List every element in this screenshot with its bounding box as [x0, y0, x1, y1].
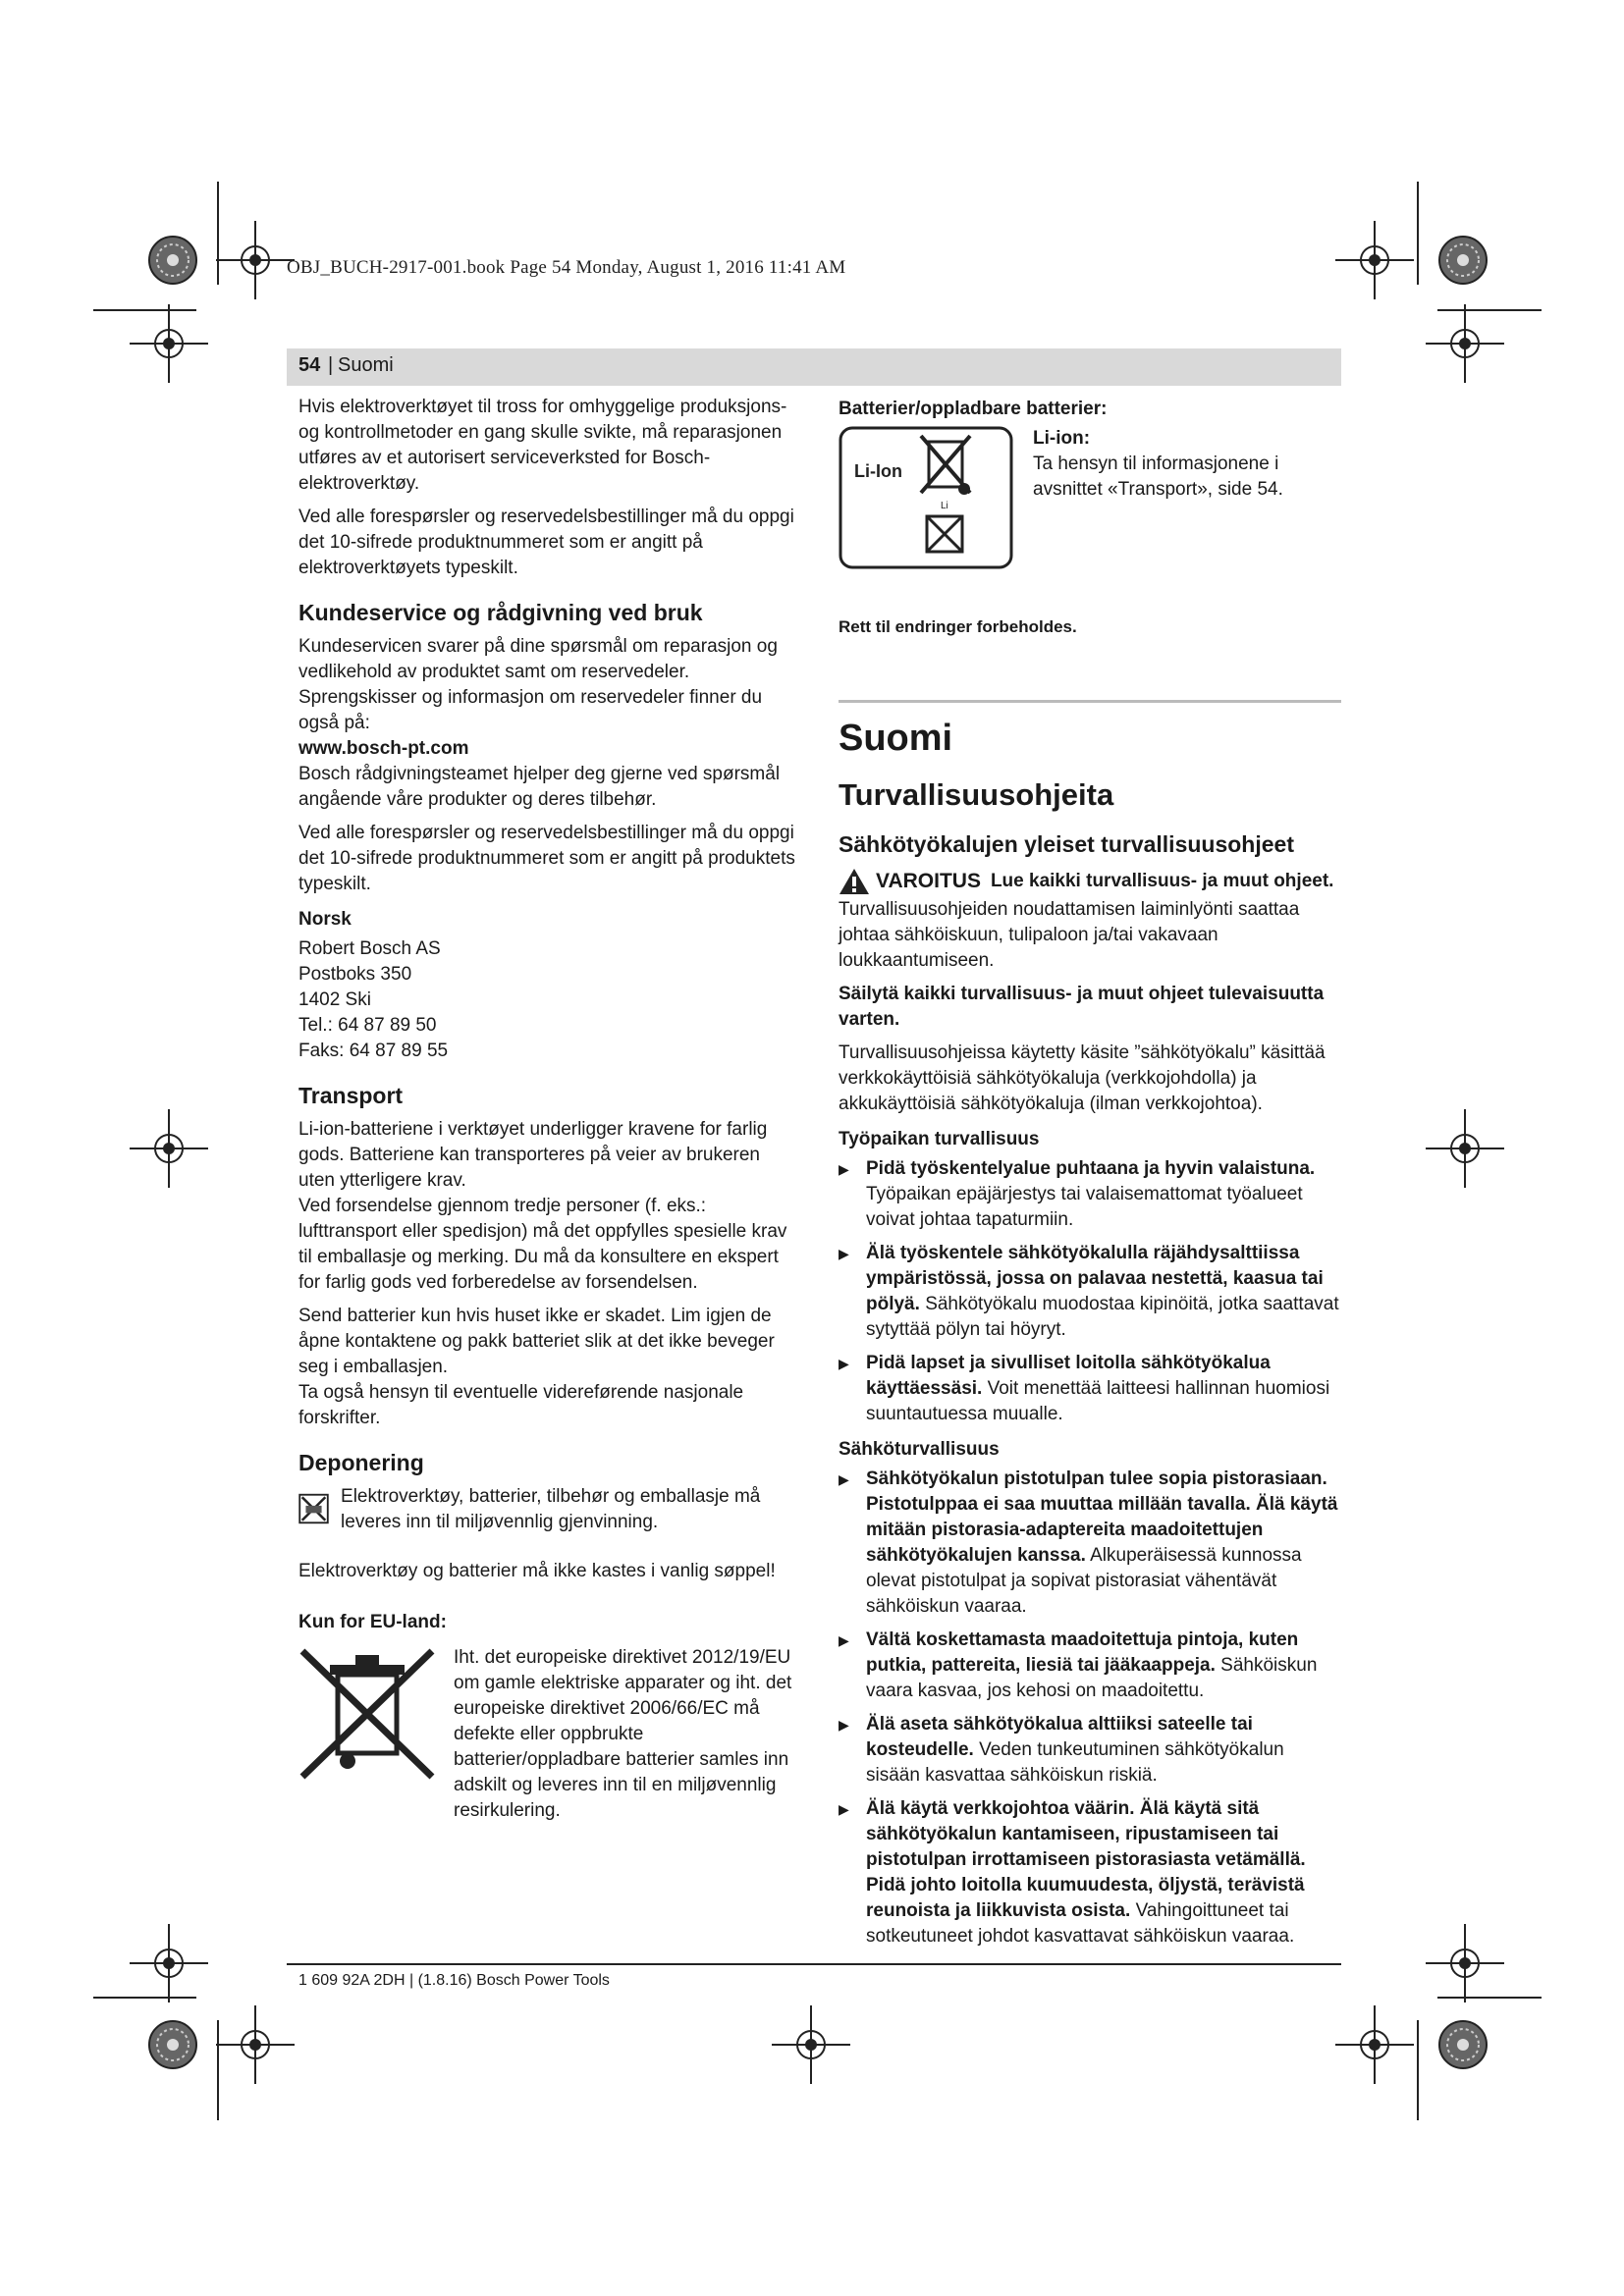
reservation-note: Rett til endringer forbeholdes. — [839, 617, 1077, 636]
suomi-section — [839, 709, 1341, 1957]
wheel-mark-top-left — [149, 237, 196, 284]
crosshair-bottom-mid — [772, 2005, 850, 2084]
crosshair-bottom-2 — [1335, 2005, 1414, 2084]
bullet-bold: Älä työskentele sähkötyökalulla räjähdysalttiissa ympäristössä, jossa on palavaa nestettä, kaasua tai pölyä. — [866, 1243, 1324, 1314]
order-paragraph: Ved alle forespørsler og reservedelsbestillinger må du oppgi det 10-sifrede produktnummeret som er angitt på elektroverktøyets typeskilt. — [298, 507, 794, 578]
batteries-heading: Batterier/oppladbare batterier: — [839, 399, 1108, 419]
bullet-item — [839, 1467, 1341, 1620]
bullet-text: Alkuperäisessä kunnossa olevat pistotulpat ja sopivat pistorasiat vähentävät sähköiskun vaaraa. — [866, 1545, 1302, 1617]
bullet-item — [839, 1241, 1341, 1343]
recycle-icon — [298, 1484, 329, 1533]
transport-heading: Transport — [298, 1083, 404, 1108]
address-line: 1402 Ski — [298, 989, 371, 1010]
eu-directive-text: Iht. det europeiske direktivet 2012/19/EU om gamle elektriske apparater og iht. det europeiske direktivet 2006/66/EC må defekte eller oppbrukte batterier/oppladbare batterier samles inn adskilt og leveres inn til en miljøvennlig resirkulering. — [454, 1647, 792, 1821]
wheel-mark-top-right — [1439, 237, 1487, 284]
transport-paragraph: Send batterier kun hvis huset ikke er skadet. Lim igjen de åpne kontaktene og pakk batteriet slik at det ikke beveger seg i emballasjen. — [298, 1306, 775, 1377]
crosshair-left-top — [130, 304, 208, 383]
crosshair-right-bottom — [1426, 1924, 1504, 2002]
header-separator: | — [328, 354, 334, 376]
crosshair-right-top — [1426, 304, 1504, 383]
footer-text: 1 609 92A 2DH | (1.8.16) Bosch Power Tools — [298, 1972, 610, 1989]
no-household-waste-text: Elektroverktøy og batterier må ikke kastes i vanlig søppel! — [298, 1561, 776, 1581]
warning-bold: Lue kaikki turvallisuus- ja muut ohjeet. — [990, 871, 1334, 891]
disposal-row — [298, 1484, 801, 1535]
disposal-heading: Deponering — [298, 1450, 424, 1475]
bullet-text: Työpaikan epäjärjestys tai valaisemattomat työalueet voivat johtaa tapaturmiin. — [866, 1184, 1303, 1230]
page-number: 54 — [298, 354, 321, 376]
print-info-line: OBJ_BUCH-2917-001.book Page 54 Monday, August 1, 2016 11:41 AM — [287, 257, 846, 278]
electric-safety-heading: Sähköturvallisuus — [839, 1439, 1000, 1460]
bullet-text: Vahingoittuneet tai sotkeutuneet johdot kasvattavat sähköiskun vaaraa. — [866, 1900, 1295, 1947]
disposal-text: Elektroverktøy, batterier, tilbehør og emballasje må leveres inn til miljøvennlig gjenvinning. — [341, 1486, 761, 1532]
warning-line — [839, 868, 1341, 895]
liion-text: Ta hensyn til informasjonene i avsnittet «Transport», side 54. — [1033, 454, 1283, 500]
li-small-label: Li — [941, 501, 948, 511]
warning-text: Turvallisuusohjeiden noudattamisen laiminlyönti saattaa johtaa sähköiskuun, tulipaloon ja/tai vakavaan loukkaantumiseen. — [839, 899, 1300, 971]
crosshair-top-2 — [1335, 221, 1414, 299]
address-line: Postboks 350 — [298, 964, 412, 985]
liion-recycling-icon — [839, 426, 1013, 569]
bullet-bold: Älä käytä verkkojohtoa väärin. Älä käytä sitä sähkötyökalun kantamiseen, ripustamiseen tai pistotulpan irrottamiseen pistorasiasta vetämällä. Pidä johto loitolla kuumuudesta, öljystä, terävistä reunoista ja liikkuvista osista. — [866, 1798, 1306, 1921]
workplace-heading: Työpaikan turvallisuus — [839, 1129, 1040, 1149]
order-paragraph-2: Ved alle forespørsler og reservedelsbestillinger må du oppgi det 10-sifrede produktnummeret som er angitt på produktets typeskilt. — [298, 823, 795, 894]
footer-divider — [287, 1963, 1341, 1965]
bullet-bold: Älä aseta sähkötyökalua alttiiksi sateelle tai kosteudelle. — [866, 1714, 1253, 1760]
advice-paragraph: Bosch rådgivningsteamet hjelper deg gjerne ved spørsmål angående våre produkter og deres tilbehør. — [298, 764, 781, 810]
crosshair-bottom-1 — [216, 2005, 295, 2084]
page-header — [287, 348, 1341, 386]
bullet-text: Voit menettää laitteesi hallinnan huomiosi suuntautuessa muualle. — [866, 1378, 1330, 1424]
wheel-mark-bottom-left — [149, 2021, 196, 2068]
suomi-title: Suomi — [839, 718, 953, 759]
bullet-item — [839, 1628, 1341, 1704]
bullet-item — [839, 1351, 1341, 1427]
bullet-text: Veden tunkeutuminen sähkötyökalun sisään kasvattaa sähköiskun riskiä. — [866, 1739, 1284, 1786]
bullet-text: Sähkötyökalu muodostaa kipinöitä, jotka saattavat sytyttää pölyn tai höyryt. — [866, 1294, 1339, 1340]
crosshair-top-1 — [216, 221, 295, 299]
transport-paragraph: Ved forsendelse gjennom tredje personer (f. eks.: lufttransport eller spedisjon) må det oppfylles spesielle krav til emballasje og merking. Du må da konsultere en ekspert for farlig gods ved forberedelse av forsendelsen. — [298, 1196, 787, 1293]
customer-service-paragraph: Kundeservicen svarer på dine spørsmål om reparasjon og vedlikehold av produktet samt om reservedeler. Sprengskisser og informasjon om reservedeler finner du også på: — [298, 636, 778, 733]
header-section: Suomi — [338, 354, 394, 376]
liion-heading: Li-ion: — [1033, 428, 1091, 449]
country-heading: Norsk — [298, 909, 352, 930]
bullet-text: Sähköiskun vaara kasvaa, jos kehosi on maadoitettu. — [866, 1655, 1318, 1701]
customer-service-heading: Kundeservice og rådgivning ved bruk — [298, 600, 703, 625]
safety-title: Turvallisuusohjeita — [839, 777, 1114, 812]
bullet-item — [839, 1796, 1341, 1949]
bullet-bold: Pidä työskentelyalue puhtaana ja hyvin valaistuna. — [866, 1158, 1316, 1179]
liion-label: Li-Ion — [854, 461, 902, 481]
bullet-bold: Pidä lapset ja sivulliset loitolla sähkötyökalua käyttäessäsi. — [866, 1353, 1271, 1399]
eu-row — [298, 1645, 801, 1824]
bullet-bold: Sähkötyökalun pistotulpan tulee sopia pistorasiaan. Pistotulppaa ei saa muuttaa millään tavalla. Älä käytä mitään pistorasia-adaptereita maadoitettujen sähkötyökalujen kanssa. — [866, 1468, 1338, 1566]
phone-line: Tel.: 64 87 89 50 — [298, 1015, 437, 1036]
bullet-item — [839, 1156, 1341, 1233]
address-line: Robert Bosch AS — [298, 938, 441, 959]
eu-heading: Kun for EU-land: — [298, 1612, 447, 1632]
wheel-mark-bottom-right — [1439, 2021, 1487, 2068]
transport-paragraph: Ta også hensyn til eventuelle videreførende nasjonale forskrifter. — [298, 1382, 744, 1428]
bullet-item — [839, 1712, 1341, 1789]
crosshair-left-bottom — [130, 1924, 208, 2002]
keep-instructions: Säilytä kaikki turvallisuus- ja muut ohjeet tulevaisuutta varten. — [839, 984, 1325, 1030]
term-definition: Turvallisuusohjeissa käytetty käsite ”sähkötyökalu” käsittää verkkokäyttöisiä sähkötyökaluja (verkkojohdolla) ja akkukäyttöisiä sähkötyökaluja (ilman verkkojohtoa). — [839, 1042, 1326, 1114]
left-column — [298, 395, 801, 1824]
warning-word: VAROITUS — [876, 870, 981, 892]
crosshair-right-mid — [1426, 1109, 1504, 1188]
transport-paragraph: Li-ion-batteriene i verktøyet underligger kravene for farlig gods. Batteriene kan transporteres på veier av brukeren uten ytterligere krav. — [298, 1119, 768, 1191]
website-link[interactable]: www.bosch-pt.com — [298, 738, 469, 759]
bullet-bold: Vältä koskettamasta maadoitettuja pintoja, kuten putkia, pattereita, liesiä tai jääkaappeja. — [866, 1629, 1299, 1676]
right-column — [839, 395, 1341, 648]
fax-line: Faks: 64 87 89 55 — [298, 1041, 449, 1061]
crossed-bin-icon — [298, 1645, 436, 1783]
warning-badge — [839, 868, 981, 895]
crosshair-left-mid — [130, 1109, 208, 1188]
liion-block — [839, 426, 1341, 569]
general-safety-title: Sähkötyökalujen yleiset turvallisuusohjeet — [839, 831, 1294, 857]
section-divider — [839, 700, 1341, 703]
repair-paragraph: Hvis elektroverktøyet til tross for omhyggelige produksjons- og kontrollmetoder en gang skulle svikte, må reparasjonen utføres av et autorisert serviceverksted for Bosch-elektroverktøy. — [298, 397, 787, 494]
warning-triangle-icon — [839, 868, 870, 895]
